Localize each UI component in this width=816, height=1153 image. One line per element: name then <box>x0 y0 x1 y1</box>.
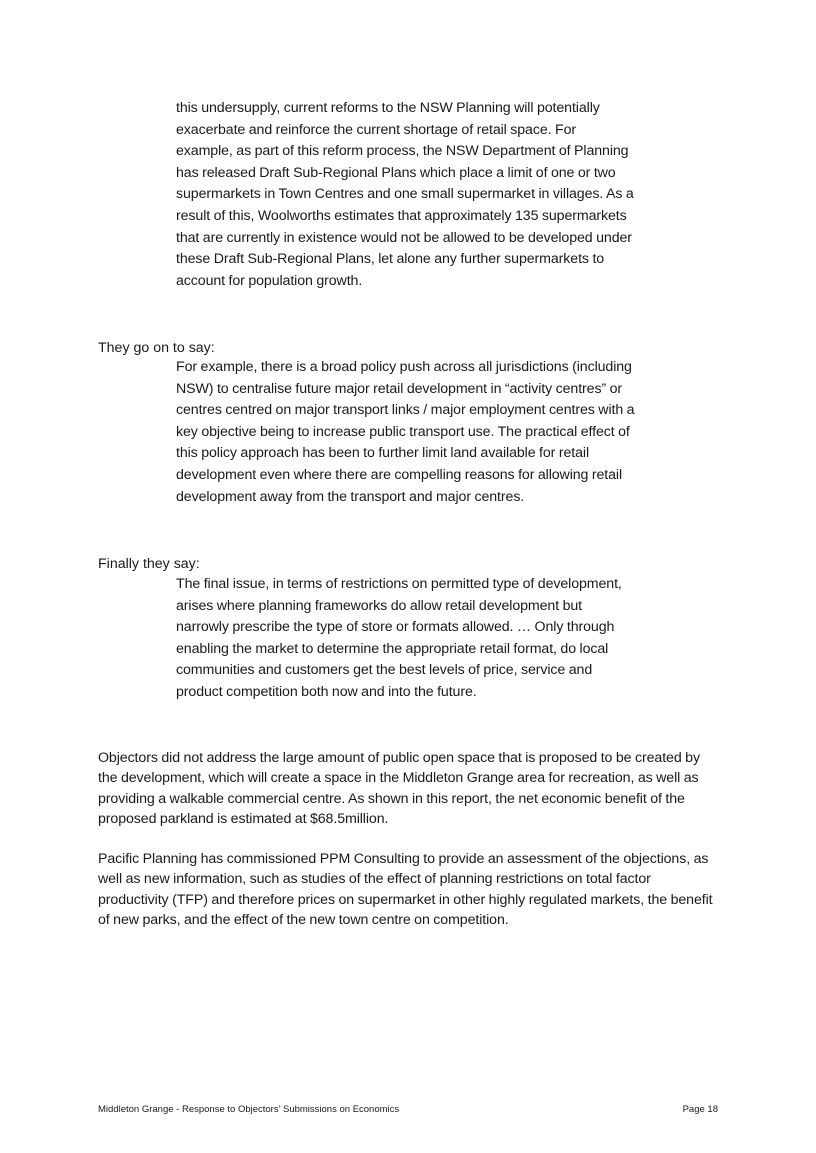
block-quote-format-restrictions: The final issue, in terms of restrictions on permitted type of development, arises where planning frameworks do allow retail development but narrowly prescribe the type of store or formats allowed. … Only through enabling the market to determine the appropriate retail format, do local communities and customers get the best levels of price, service and product competition both now and into the future. <box>176 576 622 700</box>
footer-page-number: Page 18 <box>682 1104 718 1115</box>
paragraph-ppm-assessment: Pacific Planning has commissioned PPM Consulting to provide an assessment of the objections, as well as new information, such as studies of the effect of planning restrictions on total factor productivity (TFP) and therefore prices on supermarket in other highly regulated markets, the benefit of new parks, and the effect of the new town centre on competition. <box>98 851 713 928</box>
quote-intro-finally: Finally they say: <box>98 556 200 572</box>
block-quote-policy-push: For example, there is a broad policy push across all jurisdictions (including NSW) to centralise future major retail development in “activity centres” or centres centred on major transport links / major employment centres with a key objective being to increase public transport use. The practical effect of this policy approach has been to further limit land available for retail development even where there are compelling reasons for allowing retail development away from the transport and major centres. <box>176 359 635 505</box>
paragraph-open-space: Objectors did not address the large amount of public open space that is proposed to be created by the development, which will create a space in the Middleton Grange area for recreation, as well as providing a walkable commercial centre. As shown in this report, the net economic benefit of the proposed parkland is estimated at $68.5million. <box>98 750 700 827</box>
footer-document-title: Middleton Grange - Response to Objectors’ Submissions on Economics <box>98 1104 400 1115</box>
block-quote-woolworths-undersupply: this undersupply, current reforms to the NSW Planning will potentially exacerbate and reinforce the current shortage of retail space. For example, as part of this reform process, the NSW Department of Planning has released Draft Sub-Regional Plans which place a limit of one or two supermarkets in Town Centres and one small supermarket in villages. As a result of this, Woolworths estimates that approximately 135 supermarkets that are currently in existence would not be allowed to be developed under these Draft Sub-Regional Plans, let alone any further supermarkets to account for population growth. <box>176 100 634 289</box>
quote-intro-go-on: They go on to say: <box>98 340 215 356</box>
